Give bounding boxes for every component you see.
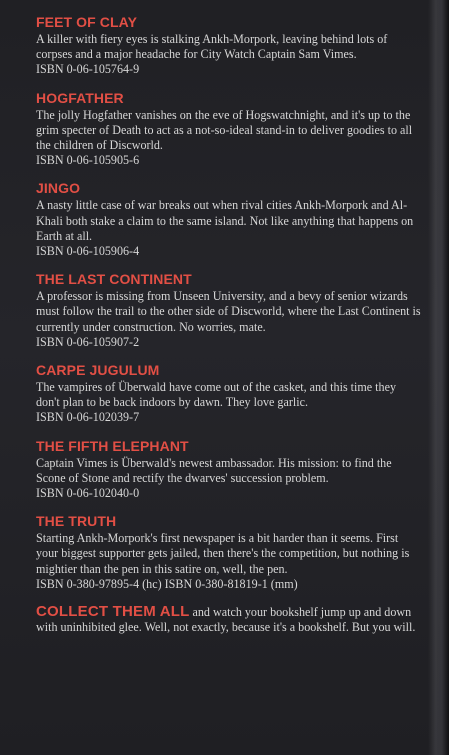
- book-description: The jolly Hogfather vanishes on the eve of Hogswatchnight, and it's up to the grim specter of Death to act as a not-so-ideal stand-in to deliver goodies to all the children of Discworld.: [36, 107, 413, 153]
- book-entry: [36, 438, 422, 502]
- collect-them-all-section: [36, 604, 422, 635]
- book-title: HOGFATHER: [36, 89, 124, 106]
- book-description: Starting Ankh-Morpork's first newspaper is a bit harder than it seems. First your biggest supporter gets jailed, then there's the competition, but nothing is mightier than the pen in this satire on, well, the pen.: [36, 531, 410, 576]
- book-entry: [36, 513, 422, 592]
- book-isbn: ISBN 0-06-105905-6: [36, 153, 140, 168]
- book-description: The vampires of Überwald have come out of the casket, and this time they don't plan to be back indoors by dawn. They love garlic.: [36, 380, 397, 410]
- book-description: Captain Vimes is Überwald's newest ambassador. His mission: to find the Scone of Stone and rectify the dwarves' succession problem.: [36, 455, 392, 485]
- book-list: [36, 14, 422, 635]
- book-title: THE FIFTH ELEPHANT: [36, 437, 189, 454]
- book-entry: [36, 14, 422, 78]
- book-isbn: ISBN 0-06-105907-2: [36, 334, 140, 349]
- book-entry: [36, 362, 422, 426]
- book-title: JINGO: [36, 180, 81, 197]
- book-isbn: ISBN 0-06-102039-7: [36, 410, 140, 425]
- book-isbn: ISBN 0-06-102040-0: [36, 486, 140, 501]
- book-entry: [36, 180, 422, 259]
- book-isbn: ISBN 0-06-105764-9: [36, 62, 140, 77]
- collect-text: and watch your bookshelf jump up and down with uninhibited glee. Well, not exactly, because it's a bookshelf. But you will.: [36, 605, 416, 635]
- book-isbn: ISBN 0-06-105906-4: [36, 244, 140, 259]
- page-edge: [431, 0, 449, 755]
- book-title: THE TRUTH: [36, 513, 117, 530]
- book-title: FEET OF CLAY: [36, 14, 138, 30]
- book-entry: [36, 90, 422, 169]
- book-title: THE LAST CONTINENT: [36, 271, 192, 288]
- book-entry: [36, 271, 422, 350]
- book-description: A nasty little case of war breaks out when rival cities Ankh-Morpork and Al-Khali both stake a claim to the same island. Not like anything that happens on Earth at all.: [36, 198, 414, 243]
- collect-paragraph: [36, 604, 422, 635]
- book-isbn: ISBN 0-380-97895-4 (hc) ISBN 0-380-81819-1 (mm): [36, 576, 298, 591]
- collect-heading: COLLECT THEM ALL: [36, 603, 190, 621]
- book-description: A killer with fiery eyes is stalking Ankh-Morpork, leaving behind lots of corpses and a major headache for City Watch Captain Sam Vimes.: [36, 32, 388, 62]
- book-title: CARPE JUGULUM: [36, 362, 160, 379]
- book-description: A professor is missing from Unseen University, and a bevy of senior wizards must follow the trail to the other side of Discworld, where the Last Continent is currently under construction. No worries, mate.: [36, 289, 421, 334]
